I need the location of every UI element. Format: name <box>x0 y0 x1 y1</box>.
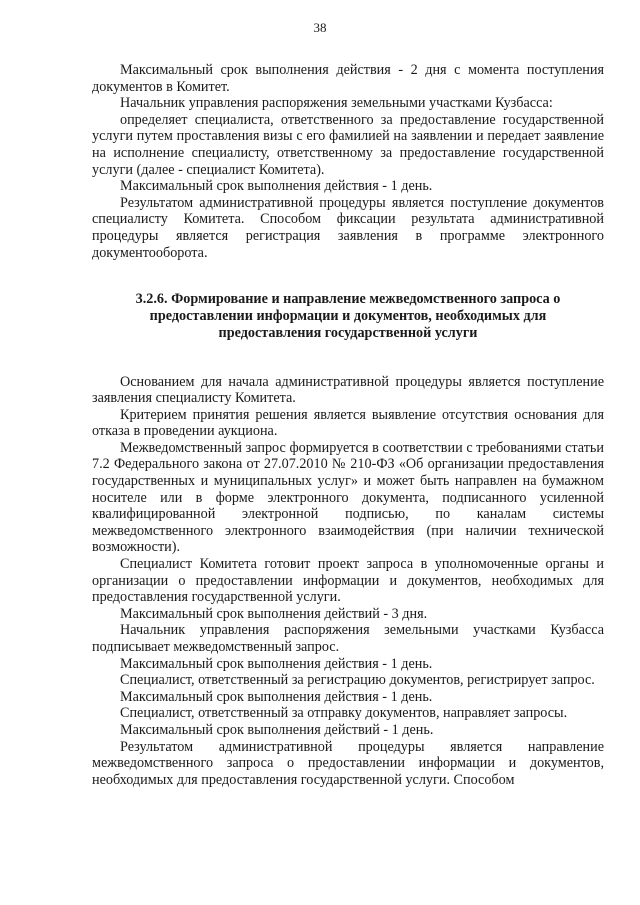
paragraph-decision-criterion: Критерием принятия решения является выявление отсутствия основания для отказа в проведении аукциона. <box>92 406 604 440</box>
paragraph-dispatch: Специалист, ответственный за отправку документов, направляет запросы. <box>120 705 568 722</box>
paragraph-head-of-department: Начальник управления распоряжения земельными участками Кузбасса: <box>120 95 553 112</box>
paragraph-max-term-1-day-dispatch: Максимальный срок выполнения действий - 1 день. <box>120 721 434 738</box>
paragraph-specialist-prepares: Специалист Комитета готовит проект запроса в уполномоченные органы и организации о предоставлении информации и документов, необходимых для предоставления государственной услуги. <box>92 556 604 606</box>
paragraph-registration: Специалист, ответственный за регистрацию документов, регистрирует запрос. <box>120 672 595 689</box>
paragraph-max-term-1-day: Максимальный срок выполнения действия - 1 день. <box>120 178 433 195</box>
paragraph-assigns-specialist: определяет специалиста, ответственного за предоставление государственной услуги путем проставления визы с его фамилией на заявлении и передает заявление на исполнение специалисту, ответственному за предоставление государственной услуги (далее - специалист Комитета). <box>92 111 604 178</box>
paragraph-head-signs: Начальник управления распоряжения земельными участками Кузбасса подписывает межведомственный запрос. <box>92 622 604 656</box>
section-title: 3.2.6. Формирование и направление межведомственного запроса о предоставлении информации и документов, необходимых для предоставления государственной услуги <box>135 291 561 341</box>
paragraph-max-term-1-day-registration: Максимальный срок выполнения действия - 1 день. <box>120 688 433 705</box>
paragraph-max-term-3-days: Максимальный срок выполнения действий - 3 дня. <box>120 605 428 622</box>
document-body <box>92 62 604 788</box>
paragraph-procedure-result: Результатом административной процедуры является поступление документов специалисту Комитета. Способом фиксации результата административной процедуры является регистрация заявления в программе электронного документооборота. <box>92 194 604 261</box>
paragraph-max-term-1-day-sign: Максимальный срок выполнения действия - 1 день. <box>120 655 433 672</box>
paragraph-max-term-2-days: Максимальный срок выполнения действия - 2 дня с момента поступления документов в Комитет. <box>92 62 604 95</box>
paragraph-interagency-request: Межведомственный запрос формируется в соответствии с требованиями статьи 7.2 Федерального закона от 27.07.2010 № 210-ФЗ «Об организации предоставления государственных и муниципальных услуг» и может быть направлен на бумажном носителе или в форме электронного документа, подписанного усиленной квалифицированной электронной подписью, по каналам системы межведомственного электронного взаимодействия (при наличии технической возможности). <box>92 439 604 556</box>
paragraph-procedure-result-final: Результатом административной процедуры является направление межведомственного запроса о предоставлении информации и документов, необходимых для предоставления государственной услуги. Способом <box>92 738 604 788</box>
paragraph-basis: Основанием для начала административной процедуры является поступление заявления специалисту Комитета. <box>92 373 604 407</box>
page-number: 38 <box>313 20 327 35</box>
